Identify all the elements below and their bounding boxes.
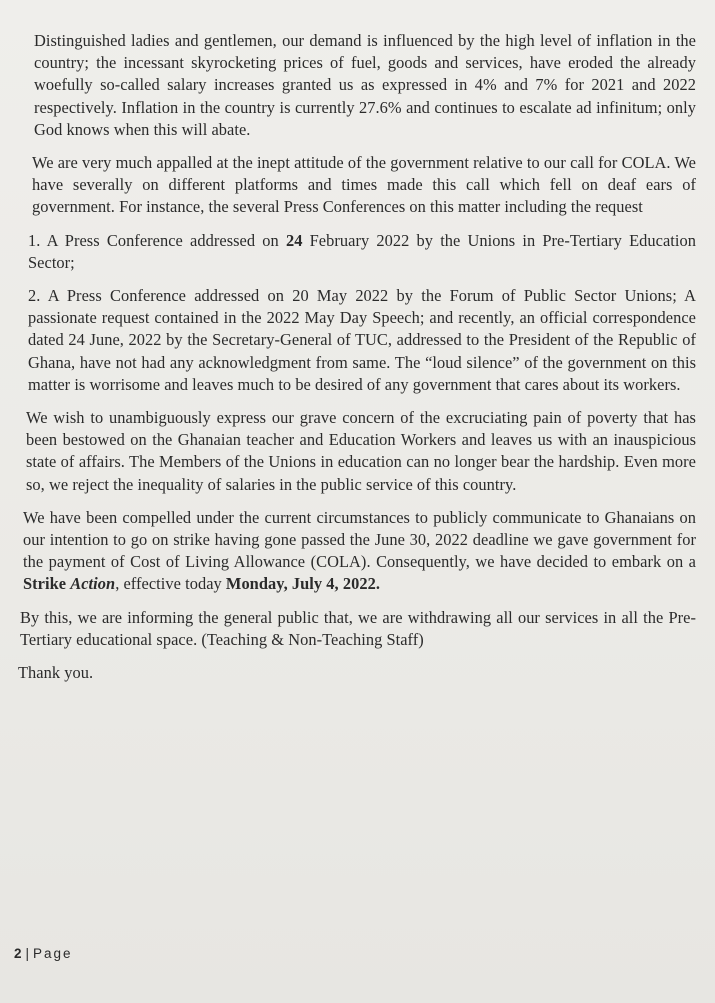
closing-thank-you-text: Thank you. (18, 663, 94, 683)
closing-thank-you (18, 662, 698, 684)
paragraph-withdrawal-text: By this, we are informing the general public that, we are withdrawing all our services in all the Pre-Tertiary educational space. (Teaching & Non-Teaching Staff) (20, 607, 696, 649)
paragraph-appalled (32, 152, 696, 219)
list-item-2-text: 2. A Press Conference addressed on 20 May 2022 by the Forum of Public Sector Unions; A passionate request contained in the 2022 May Day Speech; and recently, an official correspondence dated 24 June, 2022 by the Secretary-General of TUC, addressed to the President of the Republic of Ghana, have not had any acknowledgment from same. The “loud silence” of the government on this matter is worrisome and leaves much to be desired of any government that cares about its workers. (28, 286, 696, 394)
footer-separator: | (25, 946, 30, 961)
strike-date-bold: Monday, July 4, 2022. (225, 574, 380, 594)
paragraph-inflation (34, 30, 696, 141)
paragraph-withdrawal (20, 607, 696, 651)
list-item-1-text-rest: February 2022 by the Unions in Pre-Tertiary Education Sector; (28, 230, 696, 272)
list-item-1-text: 1. A Press Conference addressed on (28, 230, 286, 250)
paragraph-strike (23, 507, 696, 596)
strike-word-bold: Strike (23, 574, 67, 594)
paragraph-concern-text: We wish to unambiguously express our grave concern of the excruciating pain of poverty that has been bestowed on the Ghanaian teacher and Education Workers and leaves us with an inauspicious state of affairs. The Members of the Unions in education can no longer bear the hardship. Even more so, we reject the inequality of salaries in the public service of this country. (26, 408, 696, 494)
paragraph-appalled-text: We are very much appalled at the inept attitude of the government relative to our call for COLA. We have severally on different platforms and times made this call which fell on deaf ears of government. For instance, the several Press Conferences on this matter including the request (32, 153, 696, 217)
action-word-bold-italic: Action (70, 574, 116, 594)
paragraph-inflation-text: Distinguished ladies and gentlemen, our demand is influenced by the high level of inflation in the country; the incessant skyrocketing prices of fuel, goods and services, have eroded the already woefully so-called salary increases granted us as expressed in 4% and 7% for 2021 and 2022 respectively. Inflation in the country is currently 27.6% and continues to escalate ad infinitum; only God knows when this will abate. (34, 31, 696, 139)
page-footer (14, 946, 73, 961)
list-item-2 (28, 285, 696, 396)
page-number: 2 (14, 946, 22, 961)
paragraph-strike-middle: , effective today (115, 574, 226, 594)
paragraph-strike-text: We have been compelled under the current circumstances to publicly communicate to Ghanaians on our intention to go on strike having gone passed the June 30, 2022 deadline we gave government for the payment of Cost of Living Allowance (COLA). Consequently, we have decided to embark on a (23, 507, 696, 572)
list-item-1 (28, 230, 696, 274)
paragraph-concern (26, 407, 696, 496)
page-label: Page (33, 946, 73, 961)
document-body (18, 30, 696, 695)
list-item-1-date-bold: 24 (285, 230, 303, 250)
